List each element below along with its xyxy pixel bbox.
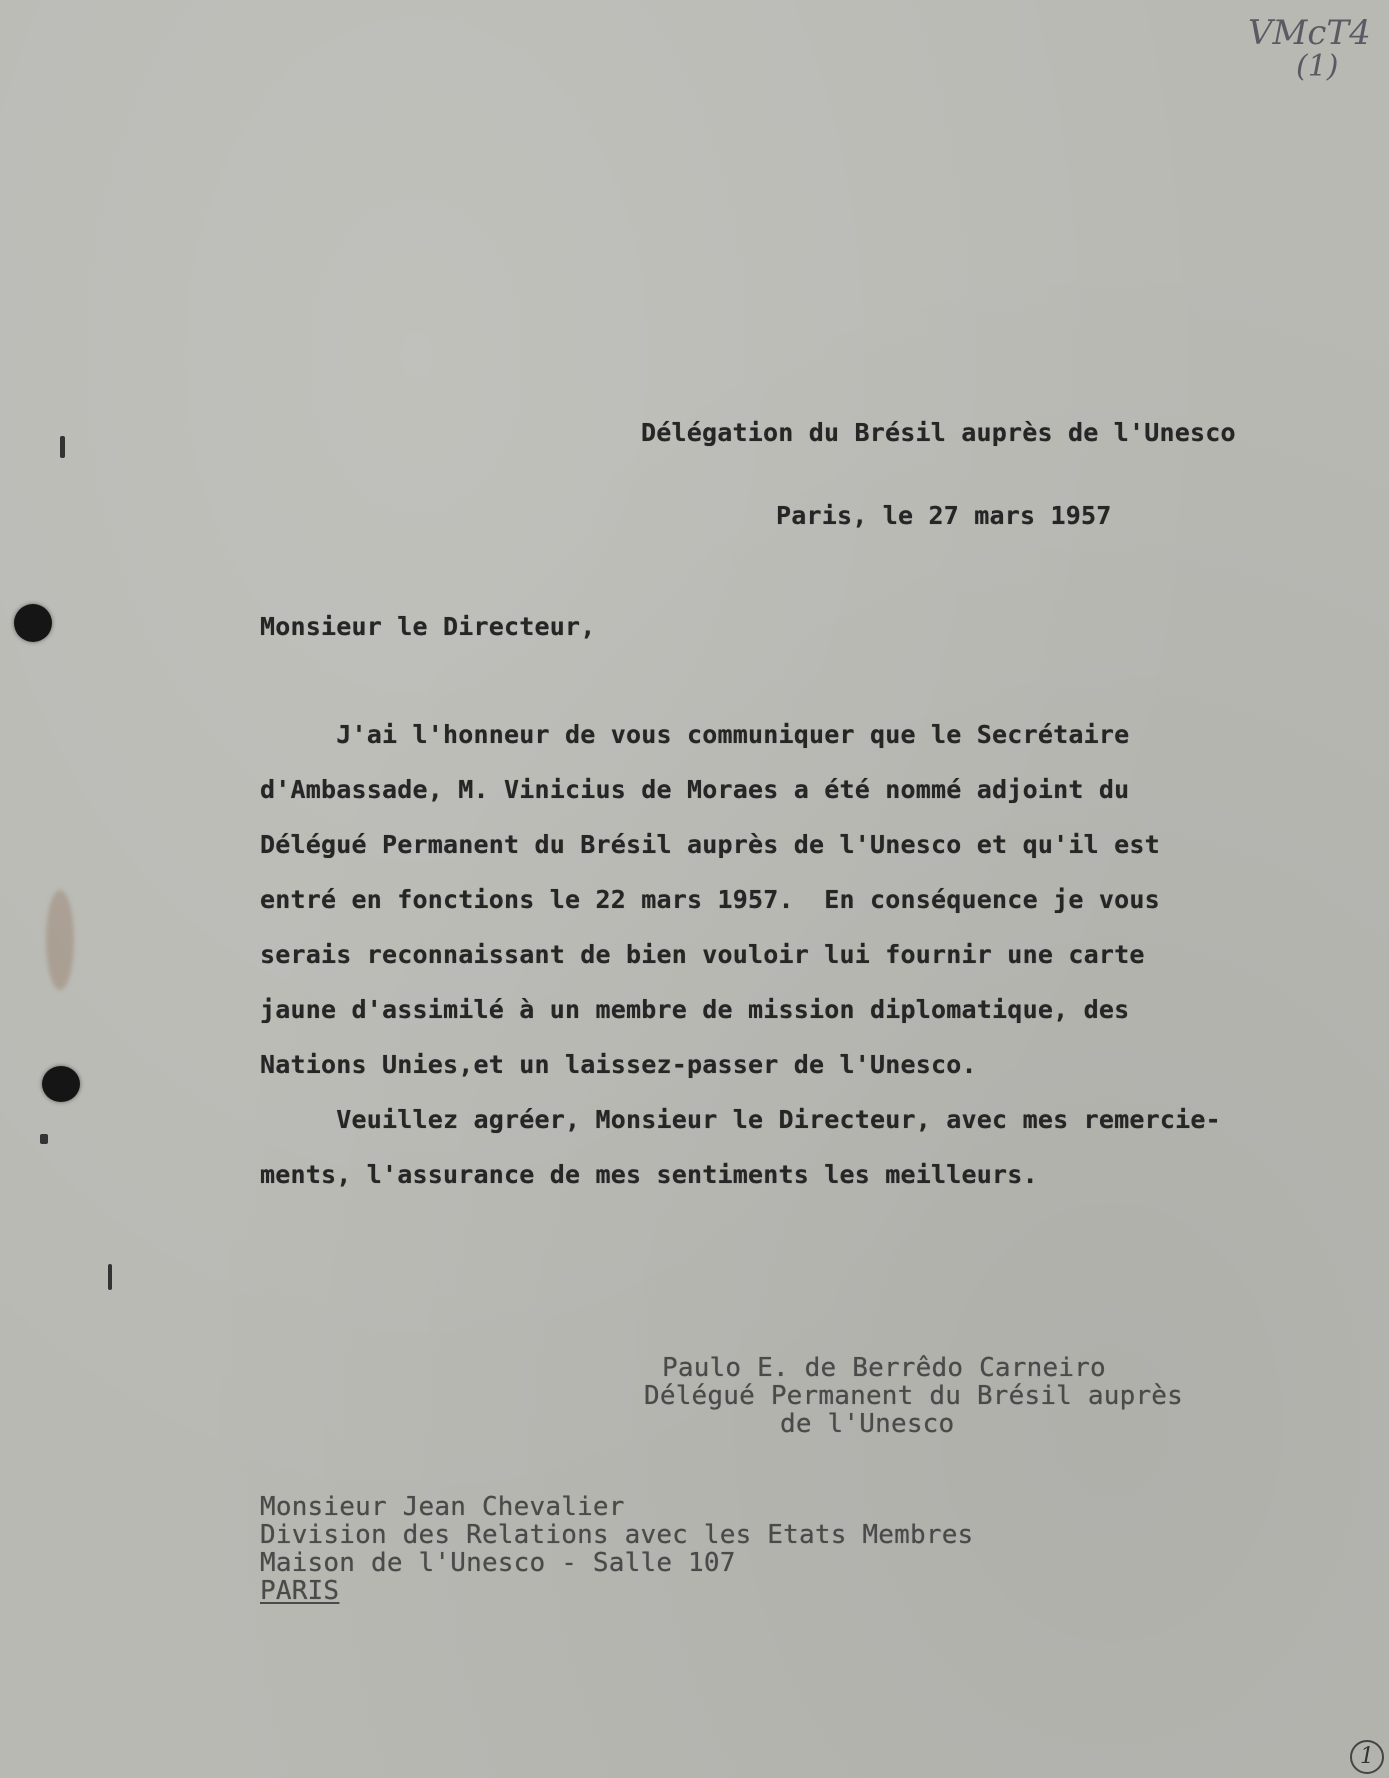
body-line: ments, l'assurance de mes sentiments les meilleurs. [260, 1160, 1038, 1189]
signature-title-line2: de l'Unesco [780, 1409, 955, 1439]
body-line: entré en fonctions le 22 mars 1957. En conséquence je vous [260, 885, 1160, 914]
punch-hole-bottom [42, 1066, 80, 1102]
recipient-division: Division des Relations avec les Etats Membres [260, 1520, 974, 1550]
body-line: d'Ambassade, M. Vinicius de Moraes a été nommé adjoint du [260, 775, 1130, 804]
archive-mark-sub: (1) [1296, 49, 1339, 84]
body-line: Nations Unies,et un laissez-passer de l'Unesco. [260, 1050, 977, 1079]
recipient-address: Maison de l'Unesco - Salle 107 [260, 1548, 736, 1578]
date-line: Paris, le 27 mars 1957 [776, 501, 1112, 530]
body-line: jaune d'assimilé à un membre de mission diplomatique, des [260, 995, 1130, 1024]
page-number-badge: 1 [1350, 1740, 1384, 1774]
salutation: Monsieur le Directeur, [260, 612, 596, 641]
speck-mark [60, 436, 65, 458]
archive-mark-code: VMcT4 [1248, 13, 1371, 53]
punch-hole-top [14, 604, 52, 642]
rust-stain [46, 890, 74, 990]
body-line: Délégué Permanent du Brésil auprès de l'Unesco et qu'il est [260, 830, 1160, 859]
sender-line: Délégation du Brésil auprès de l'Unesco [641, 418, 1236, 447]
speck-mark [40, 1134, 48, 1144]
speck-mark [108, 1264, 112, 1290]
body-line: Veuillez agréer, Monsieur le Directeur, avec mes remercie- [260, 1105, 1221, 1134]
body-line: J'ai l'honneur de vous communiquer que le Secrétaire [260, 720, 1130, 749]
signature-title-line1: Délégué Permanent du Brésil auprès [644, 1381, 1184, 1411]
recipient-city: PARIS [260, 1576, 340, 1606]
recipient-name: Monsieur Jean Chevalier [260, 1492, 625, 1522]
body-line: serais reconnaissant de bien vouloir lui fournir une carte [260, 940, 1145, 969]
signature-name: Paulo E. de Berrêdo Carneiro [662, 1353, 1106, 1383]
